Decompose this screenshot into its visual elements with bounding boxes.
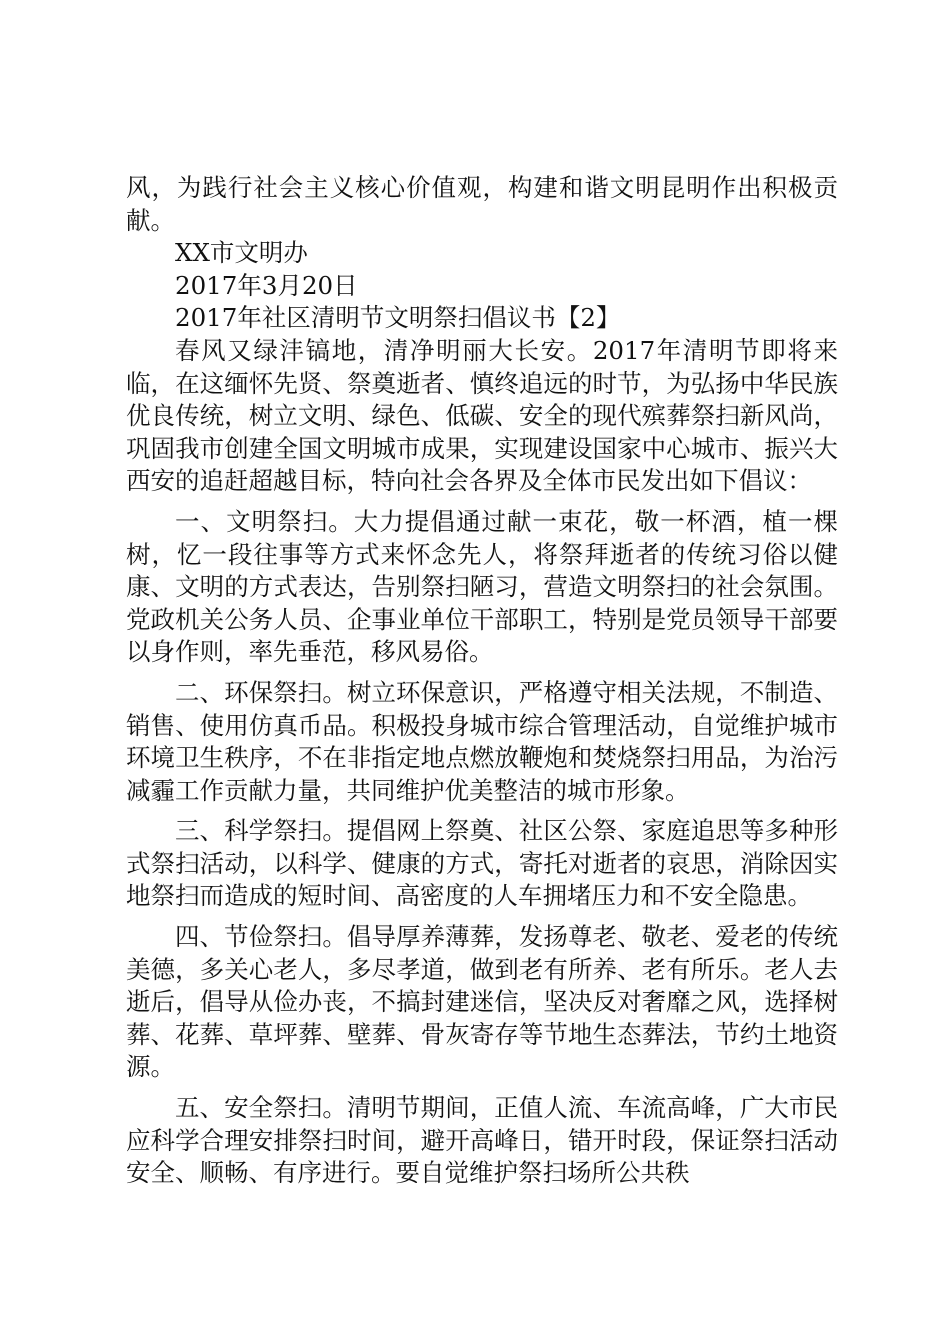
section-title: 2017年社区清明节文明祭扫倡议书【2】: [175, 303, 621, 333]
item-paragraph-1: 一、文明祭扫。大力提倡通过献一束花，敬一杯酒，植一棵树，忆一段往事等方式来怀念先人，将祭拜逝者的传统习俗以健康、文明的方式表达，告别祭扫陋习，营造文明祭扫的社会氛围。党政机关公务人员、企事业单位干部职工，特别是党员领导干部要以身作则，率先垂范，移风易俗。: [126, 506, 838, 667]
item-paragraph-4: 四、节俭祭扫。倡导厚养薄葬，发扬尊老、敬老、爱老的传统美德，多关心老人，多尽孝道，做到老有所养、老有所乐。老人去逝后，倡导从俭办丧，不搞封建迷信，坚决反对奢靡之风，选择树葬、花葬、草坪葬、壁葬、骨灰寄存等节地生态葬法，节约土地资源。: [126, 922, 838, 1082]
date-line: 2017年3月20日: [175, 270, 358, 300]
item-paragraph-5: 五、安全祭扫。清明节期间，正值人流、车流高峰，广大市民应科学合理安排祭扫时间，避开高峰日，错开时段，保证祭扫活动安全、顺畅、有序进行。要自觉维护祭扫场所公共秩: [126, 1093, 838, 1188]
continuation-paragraph: 风，为践行社会主义核心价值观，构建和谐文明昆明作出积极贡献。: [126, 173, 838, 235]
item-paragraph-3: 三、科学祭扫。提倡网上祭奠、社区公祭、家庭追思等多种形式祭扫活动，以科学、健康的方式，寄托对逝者的哀思，消除因实地祭扫而造成的短时间、高密度的人车拥堵压力和不安全隐患。: [126, 816, 838, 911]
intro-paragraph: 春风又绿沣镐地，清净明丽大长安。2017年清明节即将来临，在这缅怀先贤、祭奠逝者、慎终追远的时节，为弘扬中华民族优良传统，树立文明、绿色、低碳、安全的现代殡葬祭扫新风尚，巩固我市创建全国文明城市成果，实现建设国家中心城市、振兴大西安的追赶超越目标，特向社会各界及全体市民发出如下倡议：: [126, 335, 838, 496]
item-paragraph-2: 二、环保祭扫。树立环保意识，严格遵守相关法规，不制造、销售、使用仿真币品。积极投身城市综合管理活动，自觉维护城市环境卫生秩序，不在非指定地点燃放鞭炮和焚烧祭扫用品，为治污减霾工作贡献力量，共同维护优美整洁的城市形象。: [126, 677, 838, 805]
document-body: [126, 172, 838, 1190]
signature-line: XX市文明办: [175, 238, 308, 268]
